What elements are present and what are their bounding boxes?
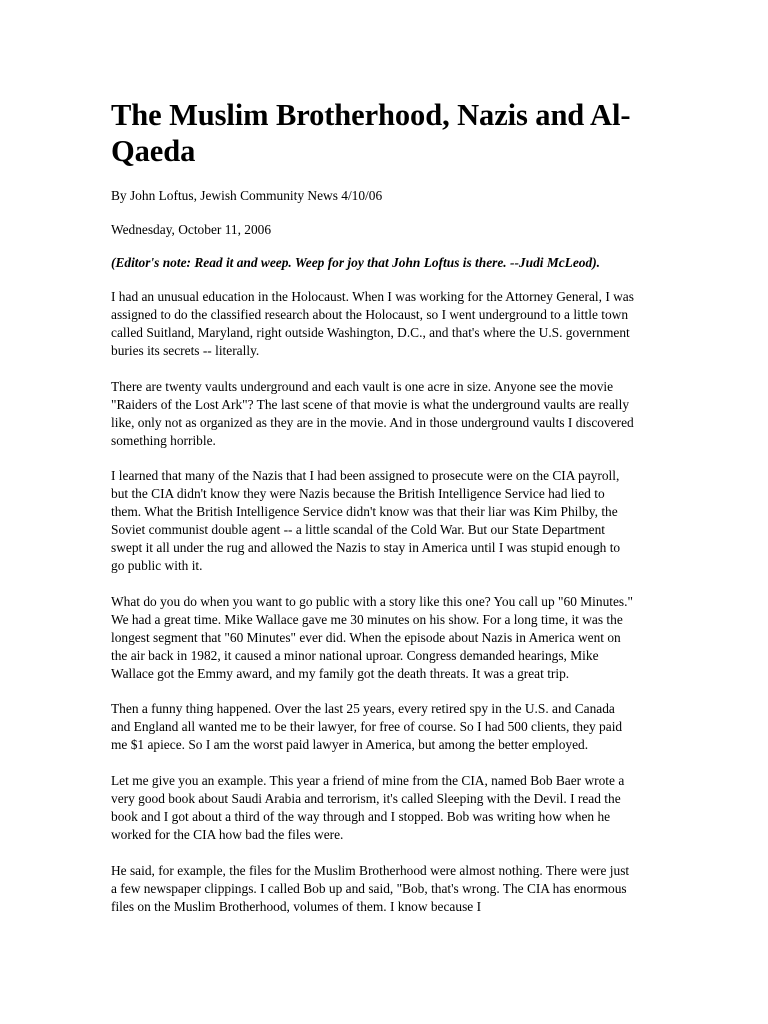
article-date: Wednesday, October 11, 2006 (111, 222, 272, 237)
document-page (111, 97, 636, 933)
body-paragraph-7: He said, for example, the files for the Muslim Brotherhood were almost nothing. There were just a few newspaper clippings. I called Bob up and said, "Bob, that's wrong. The CIA has enormous files on the Muslim Brotherhood, volumes of them. I know because I (111, 862, 630, 914)
article-title: The Muslim Brotherhood, Nazis and Al-Qaeda (111, 98, 631, 168)
body-paragraph-6: Let me give you an example. This year a friend of mine from the CIA, named Bob Baer wrote a very good book about Saudi Arabia and terrorism, it's called Sleeping with the Devil. I read the book and I got about a third of the way through and I stopped. Bob was writing how when he worked for the CIA how bad the files were. (111, 772, 625, 842)
body-paragraph-4: What do you do when you want to go public with a story like this one? You call up "60 Minutes." We had a great time. Mike Wallace gave me 30 minutes on his show. For a long time, it was the longest segment that "60 Minutes" ever did. When the episode about Nazis in America went on the air back in 1982, it caused a minor national uproar. Congress demanded hearings, Mike Wallace got the Emmy award, and my family got the death threats. It was a great trip. (111, 593, 633, 681)
editors-note: (Editor's note: Read it and weep. Weep for joy that John Loftus is there. --Judi McLeod). (111, 255, 600, 270)
article-byline: By John Loftus, Jewish Community News 4/10/06 (111, 188, 383, 203)
body-paragraph-3: I learned that many of the Nazis that I had been assigned to prosecute were on the CIA payroll, but the CIA didn't know they were Nazis because the British Intelligence Service had lied to them. What the British Intelligence Service didn't know was that their liar was Kim Philby, the Soviet communist double agent -- a little scandal of the Cold War. But our State Department swept it all under the rug and allowed the Nazis to stay in America until I was stupid enough to go public with it. (111, 468, 621, 574)
body-paragraph-1: I had an unusual education in the Holocaust. When I was working for the Attorney General, I was assigned to do the classified research about the Holocaust, so I went underground to a little town called Suitland, Maryland, right outside Washington, D.C., and that's where the U.S. government buries its secrets -- literally. (111, 289, 634, 358)
body-paragraph-2: There are twenty vaults underground and each vault is one acre in size. Anyone see the movie "Raiders of the Lost Ark"? The last scene of that movie is what the underground vaults are really like, only not as organized as they are in the movie. And in those underground vaults I discovered something horrible. (111, 378, 634, 448)
body-paragraph-5: Then a funny thing happened. Over the last 25 years, every retired spy in the U.S. and Canada and England all wanted me to be their lawyer, for free of course. So I had 500 clients, they paid me $1 apiece. So I am the worst paid lawyer in America, but among the better employed. (111, 701, 623, 753)
